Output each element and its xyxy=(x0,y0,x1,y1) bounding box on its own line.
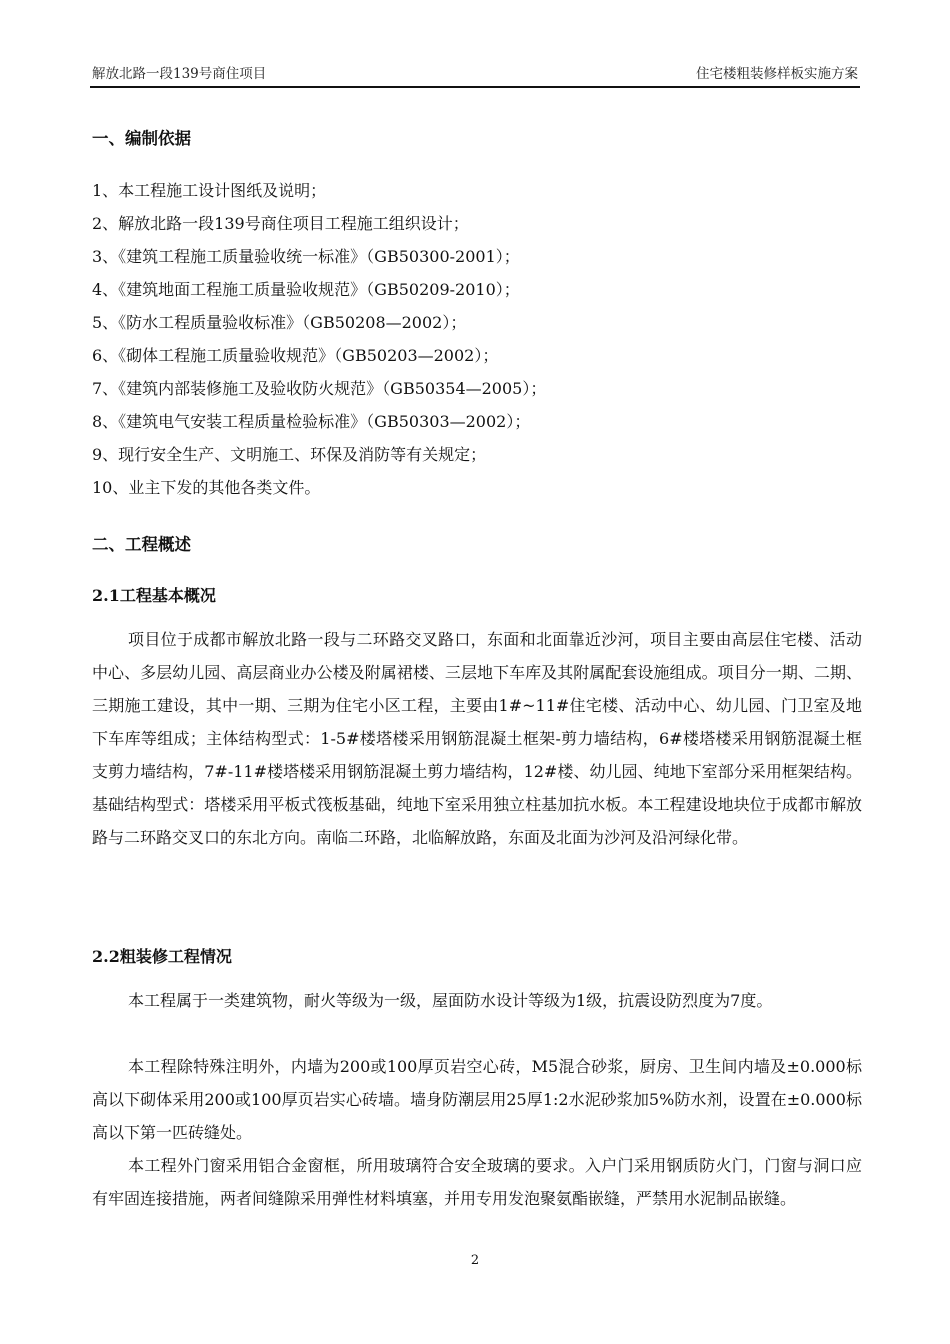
subsection-2-1-heading: 2.1工程基本概况 xyxy=(92,586,216,605)
basis-list-item: 3、《建筑工程施工质量验收统一标准》（GB50300-2001）； xyxy=(92,247,520,266)
doors-windows-paragraph: 本工程外门窗采用铝合金窗框，所用玻璃符合安全玻璃的要求。入户门采用钢质防火门，门窗与洞口应有牢固连接措施，两者间缝隙采用弹性材料填塞，并用专用发泡聚氨酯嵌缝，严禁用水泥制品嵌缝。 xyxy=(92,1156,862,1208)
page-number: 2 xyxy=(470,1253,480,1268)
basis-list-item: 6、《砌体工程施工质量验收规范》（GB50203—2002）； xyxy=(92,346,499,365)
masonry-paragraph: 本工程除特殊注明外，内墙为200或100厚页岩空心砖，M5混合砂浆，厨房、卫生间内墙及±0.000标高以下砌体采用200或100厚页岩实心砖墙。墙身防潮层用25厚1:2水泥砂浆加5%防水剂，设置在±0.000标高以下第一匹砖缝处。 xyxy=(92,1057,862,1142)
basis-list-item: 4、《建筑地面工程施工质量验收规范》（GB50209-2010）； xyxy=(92,280,520,299)
basis-list-item: 2、解放北路一段139号商住项目工程施工组织设计； xyxy=(92,214,469,233)
section-2-heading: 二、工程概述 xyxy=(92,535,191,554)
basis-list xyxy=(92,174,862,504)
header-project-name: 解放北路一段139号商住项目 xyxy=(92,66,267,82)
subsection-2-2-heading: 2.2粗装修工程情况 xyxy=(92,947,232,966)
basis-list-item: 10、业主下发的其他各类文件。 xyxy=(92,478,321,497)
section-1-heading: 一、编制依据 xyxy=(92,129,191,148)
basis-list-item: 9、现行安全生产、文明施工、环保及消防等有关规定； xyxy=(92,445,487,464)
basis-list-item: 1、本工程施工设计图纸及说明； xyxy=(92,181,327,200)
fire-rating-paragraph: 本工程属于一类建筑物，耐火等级为一级，屋面防水设计等级为1级，抗震设防烈度为7度。 xyxy=(128,991,773,1010)
header-document-title: 住宅楼粗装修样板实施方案 xyxy=(696,66,858,82)
header-divider xyxy=(90,86,860,88)
basis-list-item: 7、《建筑内部装修施工及验收防火规范》（GB50354—2005）； xyxy=(92,379,547,398)
basis-list-item: 5、《防水工程质量验收标准》（GB50208—2002）； xyxy=(92,313,467,332)
project-overview-paragraph: 项目位于成都市解放北路一段与二环路交叉路口，东面和北面靠近沙河，项目主要由高层住宅楼、活动中心、多层幼儿园、高层商业办公楼及附属裙楼、三层地下车库及其附属配套设施组成。项目分一期、二期、三期施工建设，其中一期、三期为住宅小区工程，主要由1#~11#住宅楼、活动中心、幼儿园、门卫室及地下车库等组成；主体结构型式：1-5#楼塔楼采用钢筋混凝土框架-剪力墙结构，6#楼塔楼采用钢筋混凝土框支剪力墙结构，7#-11#楼塔楼采用钢筋混凝土剪力墙结构，12#楼、幼儿园、纯地下室部分采用框架结构。基础结构型式：塔楼采用平板式筏板基础，纯地下室采用独立柱基加抗水板。本工程建设地块位于成都市解放路与二环路交叉口的东北方向。南临二环路，北临解放路，东面及北面为沙河及沿河绿化带。 xyxy=(92,630,862,847)
basis-list-item: 8、《建筑电气安装工程质量检验标准》（GB50303—2002）； xyxy=(92,412,531,431)
